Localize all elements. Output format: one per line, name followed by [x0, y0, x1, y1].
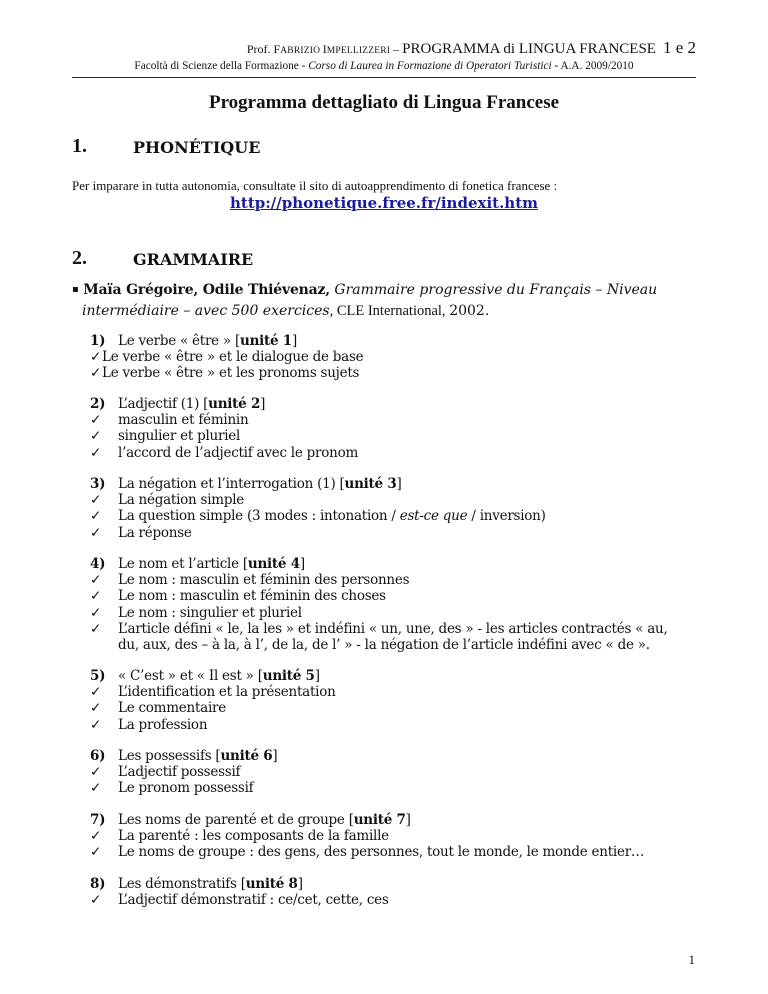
unit-number: 6) [90, 748, 106, 764]
check-icon: ✓ [90, 844, 102, 861]
reference-publisher: , CLE International, [329, 303, 450, 319]
check-icon: ✓ [90, 365, 102, 382]
list-item-text: masculin et féminin [118, 412, 249, 429]
unit-bracket: ] [299, 556, 305, 572]
unit-heading [90, 396, 708, 412]
check-icon: ✓ [90, 828, 102, 845]
list-item [90, 621, 708, 637]
unit-block [90, 556, 708, 653]
unit-block [90, 748, 708, 797]
list-item-text: La réponse [118, 524, 192, 541]
list-item [90, 605, 708, 621]
unit-heading [90, 333, 708, 349]
unit-bracket: ] [396, 476, 402, 492]
check-icon: ✓ [90, 604, 102, 621]
list-item [90, 828, 708, 844]
document-title: Programma dettagliato di Lingua Francese [208, 92, 560, 113]
list-item-text: / inversion) [467, 508, 546, 525]
header-name: I [322, 42, 327, 56]
header-name: ABRIZIO [280, 46, 323, 56]
unit-block [90, 333, 708, 382]
unit-title: Les noms de parenté et de groupe [ [118, 812, 354, 828]
check-icon: ✓ [90, 700, 102, 717]
header-course: Corso di Laurea in Formazione di Operatori Turistici [308, 60, 552, 72]
unit-heading [90, 876, 708, 892]
list-item [90, 508, 708, 524]
list-item [90, 717, 708, 733]
unit-block [90, 476, 708, 541]
list-item [90, 445, 708, 461]
unit-title: Les démonstratifs [ [118, 876, 246, 892]
unit-title: Le nom et l’article [ [118, 556, 248, 572]
unit-title: Les possessifs [ [118, 748, 221, 764]
list-item [90, 700, 708, 716]
unit-heading [90, 748, 708, 764]
section-number: 1. [72, 135, 87, 157]
unit-bracket: ] [314, 668, 320, 684]
unit-bracket: ] [405, 812, 411, 828]
list-item-text: l’accord de l’adjectif avec le pronom [118, 444, 358, 461]
list-item-text: Le pronom possessif [118, 780, 254, 797]
page-number: 1 [688, 952, 695, 967]
check-icon: ✓ [90, 492, 102, 509]
check-icon: ✓ [90, 620, 102, 637]
phonetics-link[interactable]: http://phonetique.free.fr/indexit.htm [229, 194, 538, 212]
list-item [90, 492, 708, 508]
unit-bracket: ] [297, 876, 303, 892]
unit-heading [90, 556, 708, 572]
unit-label: unité 7 [353, 812, 406, 828]
unit-bracket: ] [260, 396, 266, 412]
list-item-text: Le nom : singulier et pluriel [118, 604, 302, 621]
check-icon: ✓ [90, 892, 102, 909]
list-item [90, 428, 708, 444]
list-item-continuation: du, aux, des – à la, à l’, de la, de l’ » - la négation de l’article indéfini avec « de ». [118, 636, 650, 653]
unit-heading [90, 812, 708, 828]
list-item [90, 412, 708, 428]
grammar-reference [72, 279, 696, 322]
list-item-text: La profession [118, 716, 208, 733]
bullet-icon: ▪ [72, 284, 79, 295]
list-item-text: L’adjectif démonstratif : ce/cet, cette, ces [118, 892, 389, 909]
unit-label: unité 4 [247, 556, 300, 572]
unit-number: 5) [90, 668, 106, 684]
check-icon: ✓ [90, 508, 102, 525]
list-item-text: Le verbe « être » et les pronoms sujets [102, 365, 360, 382]
header-program-number: 1 e 2 [662, 38, 696, 57]
list-item-text: La question simple (3 modes : intonation / [118, 508, 400, 525]
section-title-phonetique: PHONÉTIQUE [133, 138, 261, 157]
reference-authors: Maïa Grégoire, Odile Thiévenaz, [83, 282, 330, 298]
unit-heading [90, 668, 708, 684]
list-item [90, 844, 708, 860]
check-icon: ✓ [90, 764, 102, 781]
unit-label: unité 1 [240, 333, 292, 349]
unit-number: 1) [90, 333, 106, 349]
unit-number: 3) [90, 476, 106, 492]
header-name: MPELLIZZERI [326, 46, 391, 56]
list-item-text: La parenté : les composants de la famille [118, 828, 389, 845]
unit-title: L’adjectif (1) [ [118, 396, 209, 412]
list-item-text: L’article défini « le, la les » et indéfini « un, une, des » - les articles contractés « au, [118, 620, 668, 637]
unit-bracket: ] [291, 333, 297, 349]
running-header [247, 38, 696, 58]
list-item [90, 892, 708, 908]
check-icon: ✓ [90, 780, 102, 797]
unit-number: 8) [90, 876, 106, 892]
header-name: F [273, 42, 281, 56]
check-icon: ✓ [90, 684, 102, 701]
section-title-grammaire: GRAMMAIRE [133, 250, 254, 269]
check-icon: ✓ [90, 524, 102, 541]
list-item [90, 780, 708, 796]
header-dash: – [390, 42, 403, 56]
list-item [90, 684, 708, 700]
unit-title: Le verbe « être » [ [118, 333, 241, 349]
unit-block [90, 876, 708, 908]
list-item [90, 525, 708, 541]
unit-heading [90, 476, 708, 492]
header-faculty: Facoltà di Scienze della Formazione - [134, 60, 309, 72]
list-item [90, 349, 708, 365]
check-icon: ✓ [90, 572, 102, 589]
unit-label: unité 2 [208, 396, 261, 412]
check-icon: ✓ [90, 444, 102, 461]
unit-block [90, 812, 708, 861]
list-item [90, 572, 708, 588]
phonetics-intro: Per imparare in tutta autonomia, consultate il sito di autoapprendimento di fonetica francese : [72, 178, 558, 193]
reference-year: 2002. [449, 303, 490, 319]
list-item-text: Le commentaire [118, 700, 226, 717]
header-program-title: PROGRAMMA di LINGUA FRANCESE [402, 41, 656, 57]
list-item-text: L’adjectif possessif [118, 764, 241, 781]
unit-block [90, 668, 708, 733]
unit-number: 7) [90, 812, 106, 828]
unit-number: 2) [90, 396, 106, 412]
unit-label: unité 3 [344, 476, 397, 492]
list-item-italic: est-ce que [399, 508, 468, 525]
unit-title: La négation et l’interrogation (1) [ [118, 476, 345, 492]
unit-label: unité 8 [245, 876, 298, 892]
check-icon: ✓ [90, 412, 102, 429]
list-item-text: La négation simple [118, 492, 245, 509]
check-icon: ✓ [90, 588, 102, 605]
reference-book-title: intermédiaire – avec 500 exercices [82, 303, 330, 319]
running-subheader [72, 60, 696, 78]
list-item-text: Le verbe « être » et le dialogue de base [102, 349, 364, 366]
check-icon: ✓ [90, 716, 102, 733]
list-item-text: Le nom : masculin et féminin des personnes [118, 572, 410, 589]
reference-book-title: Grammaire progressive du Français – Niveau [334, 282, 658, 298]
list-item-text: Le noms de groupe : des gens, des personnes, tout le monde, le monde entier… [118, 844, 645, 861]
list-item-text: Le nom : masculin et féminin des choses [118, 588, 386, 605]
unit-bracket: ] [272, 748, 278, 764]
check-icon: ✓ [90, 349, 102, 366]
unit-label: unité 5 [262, 668, 315, 684]
unit-block [90, 396, 708, 461]
section-number: 2. [72, 247, 87, 269]
header-year: - A.A. 2009/2010 [551, 60, 634, 72]
check-icon: ✓ [90, 428, 102, 445]
list-item [90, 365, 708, 381]
unit-label: unité 6 [220, 748, 273, 764]
list-item-text: L’identification et la présentation [118, 684, 336, 701]
header-prof: Prof. [246, 42, 274, 56]
unit-number: 4) [90, 556, 106, 572]
list-item [90, 764, 708, 780]
list-item [90, 588, 708, 604]
list-item-text: singulier et pluriel [118, 428, 241, 445]
unit-title: « C’est » et « Il est » [ [118, 668, 263, 684]
